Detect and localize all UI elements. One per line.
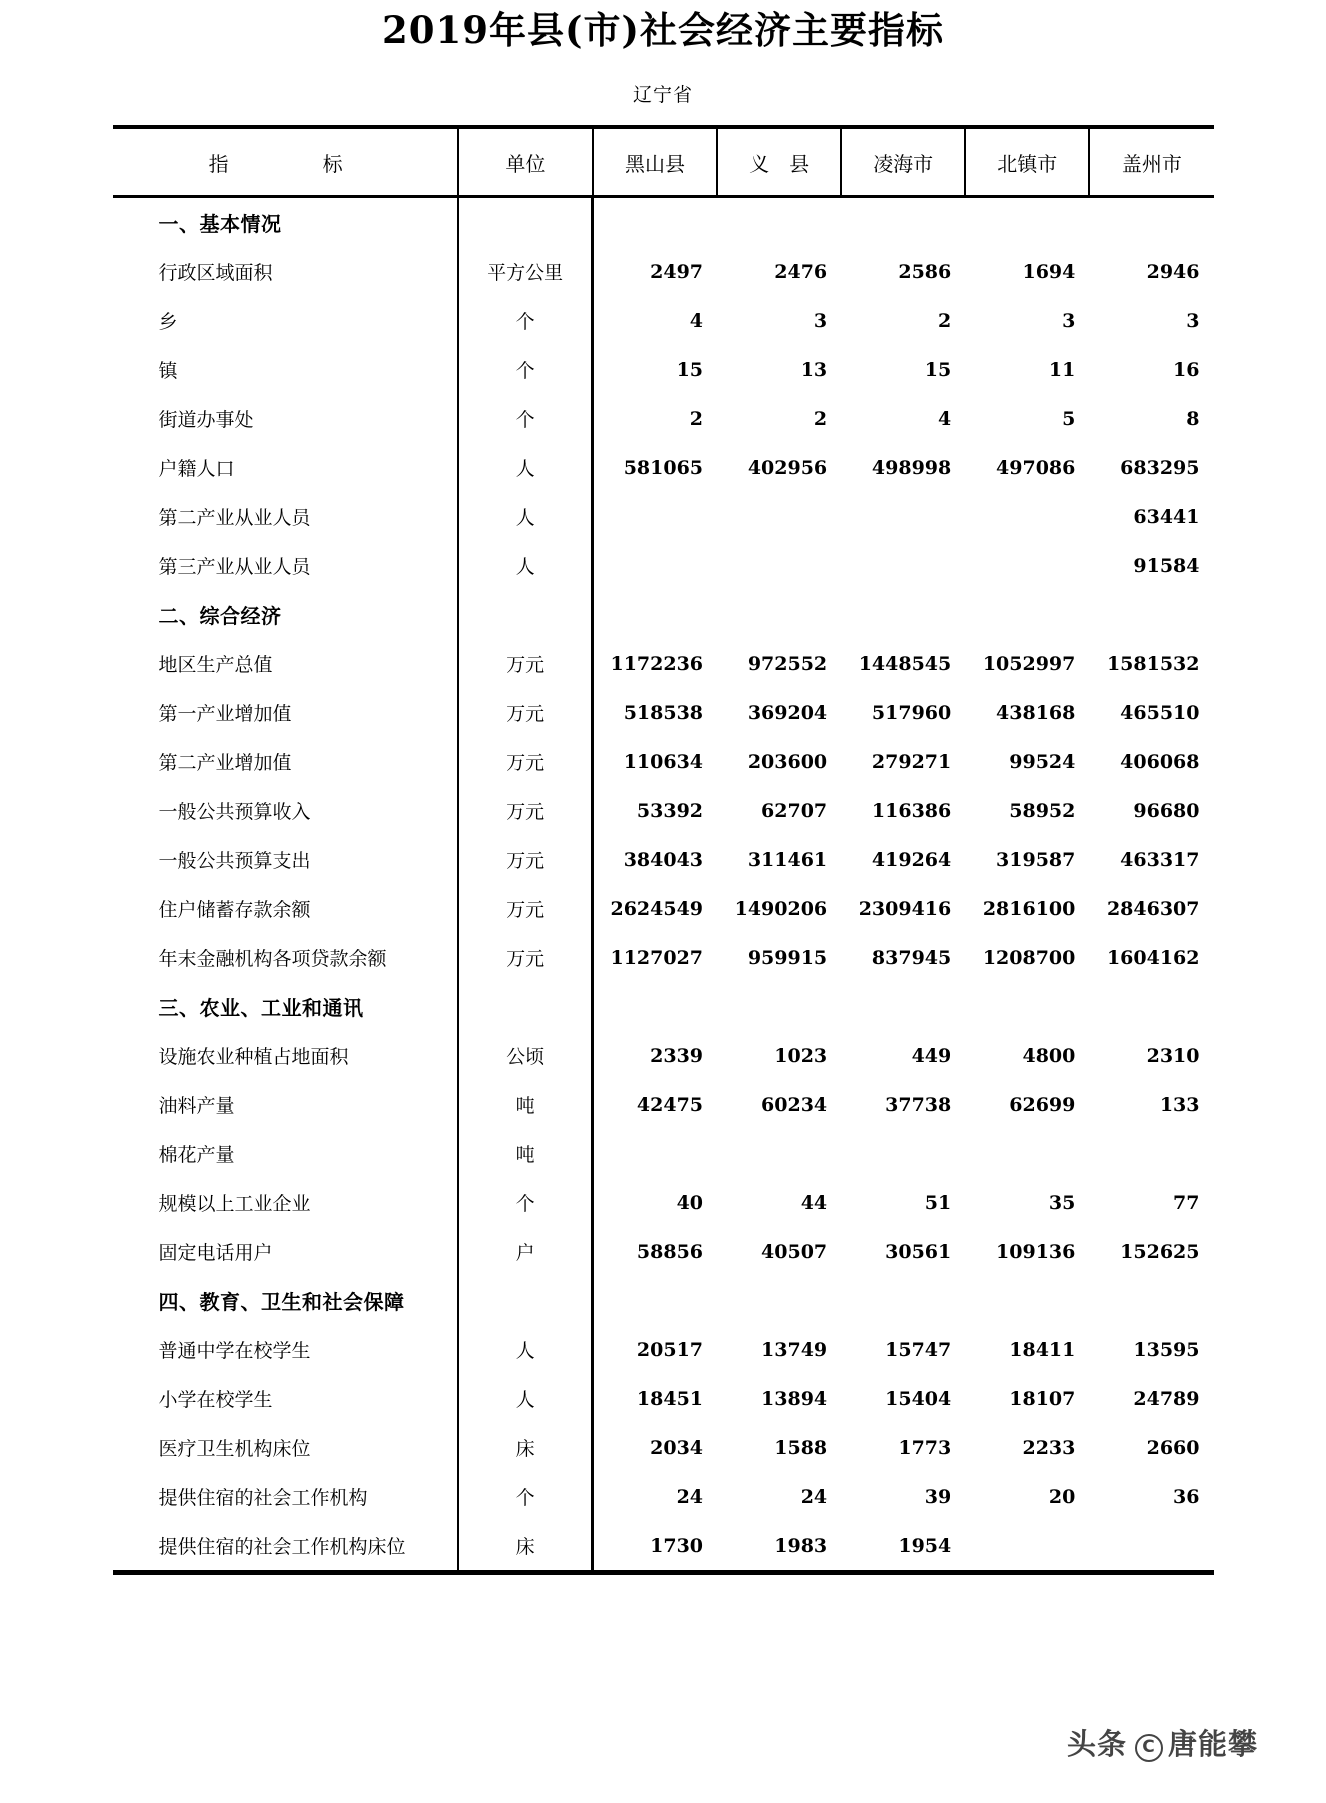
unit-cell: 个 [458, 1178, 593, 1227]
table-row [113, 1178, 1214, 1227]
value-cell: 1773 [898, 1436, 952, 1459]
value-cell: 152625 [1120, 1240, 1200, 1263]
table-section-row [113, 197, 1214, 248]
value-cell: 419264 [871, 848, 952, 871]
unit-cell: 个 [458, 1472, 593, 1521]
value-cell: 116386 [871, 799, 952, 822]
value-cell: 683295 [1120, 456, 1200, 479]
value-cell: 24 [800, 1485, 828, 1508]
column-header-region-3: 北镇市 [965, 127, 1089, 197]
value-cell: 438168 [996, 701, 1076, 724]
value-cell: 2497 [593, 247, 717, 296]
indicator-label: 街道办事处 [158, 409, 254, 432]
value-cell [593, 982, 717, 1031]
value-cell: 24 [593, 1472, 717, 1521]
table-row [113, 492, 1214, 541]
value-cell: 837945 [871, 946, 952, 969]
table-row [113, 296, 1214, 345]
value-cell: 465510 [1120, 701, 1200, 724]
value-cell: 20 [1048, 1485, 1076, 1508]
value-cell: 51 [924, 1191, 952, 1214]
value-cell: 53392 [593, 786, 717, 835]
value-cell: 1490206 [734, 897, 828, 920]
table-row [113, 1423, 1214, 1472]
value-cell [841, 1276, 965, 1325]
value-cell: 369204 [747, 701, 828, 724]
value-cell: 37738 [885, 1093, 952, 1116]
value-cell: 2034 [593, 1423, 717, 1472]
table-row [113, 786, 1214, 835]
indicator-label: 油料产量 [158, 1095, 235, 1118]
value-cell: 2233 [1022, 1436, 1076, 1459]
table-row [113, 688, 1214, 737]
value-cell: 91584 [1133, 554, 1200, 577]
value-cell: 58856 [593, 1227, 717, 1276]
value-cell [965, 1129, 1089, 1178]
value-cell: 40 [593, 1178, 717, 1227]
value-cell: 1694 [1022, 260, 1076, 283]
watermark-brand: 头条 [1066, 1727, 1127, 1761]
value-cell: 1581532 [1106, 652, 1200, 675]
section-label: 二、综合经济 [158, 604, 282, 629]
value-cell: 3 [813, 309, 828, 332]
value-cell: 15404 [885, 1387, 952, 1410]
value-cell: 1448545 [858, 652, 952, 675]
value-cell [841, 541, 965, 590]
value-cell: 2624549 [593, 884, 717, 933]
value-cell [717, 492, 841, 541]
table-bottom-rule [113, 1570, 1214, 1575]
table-section-row [113, 982, 1214, 1031]
unit-cell: 人 [458, 492, 593, 541]
value-cell: 1983 [774, 1534, 828, 1557]
value-cell [841, 982, 965, 1031]
column-header-region-0: 黑山县 [593, 127, 717, 197]
value-cell [1089, 1129, 1213, 1178]
value-cell: 402956 [747, 456, 828, 479]
copyright-icon: C [1135, 1734, 1163, 1762]
table-header [113, 127, 1214, 197]
value-cell: 15 [924, 358, 952, 381]
indicator-label: 规模以上工业企业 [158, 1193, 311, 1216]
indicator-label: 第三产业从业人员 [158, 556, 311, 579]
value-cell [965, 1521, 1089, 1570]
section-label: 四、教育、卫生和社会保障 [158, 1290, 405, 1315]
value-cell: 42475 [593, 1080, 717, 1129]
indicator-label: 普通中学在校学生 [158, 1340, 311, 1363]
value-cell: 581065 [593, 443, 717, 492]
value-cell: 518538 [593, 688, 717, 737]
value-cell: 2 [938, 309, 952, 332]
value-cell: 497086 [996, 456, 1076, 479]
value-cell [965, 541, 1089, 590]
value-cell [965, 982, 1089, 1031]
value-cell [717, 590, 841, 639]
value-cell [593, 590, 717, 639]
table-row [113, 394, 1214, 443]
indicator-label: 医疗卫生机构床位 [158, 1438, 311, 1461]
indicator-label: 户籍人口 [158, 458, 235, 481]
value-cell [1089, 590, 1213, 639]
value-cell [593, 1276, 717, 1325]
unit-cell: 吨 [458, 1129, 593, 1178]
unit-cell: 万元 [458, 688, 593, 737]
value-cell: 1604162 [1106, 946, 1200, 969]
unit-cell [458, 197, 593, 248]
value-cell: 4 [593, 296, 717, 345]
unit-cell [458, 1276, 593, 1325]
table-row [113, 884, 1214, 933]
section-label: 一、基本情况 [158, 212, 282, 237]
table-row [113, 1325, 1214, 1374]
indicator-label: 固定电话用户 [158, 1242, 273, 1265]
value-cell: 109136 [996, 1240, 1076, 1263]
column-header-region-1: 义 县 [717, 127, 841, 197]
value-cell: 18107 [1009, 1387, 1076, 1410]
value-cell: 384043 [593, 835, 717, 884]
unit-cell: 个 [458, 296, 593, 345]
value-cell: 1172236 [593, 639, 717, 688]
value-cell [717, 197, 841, 248]
value-cell: 18451 [593, 1374, 717, 1423]
value-cell [841, 197, 965, 248]
table-row [113, 835, 1214, 884]
value-cell: 449 [911, 1044, 952, 1067]
value-cell: 11 [1048, 358, 1076, 381]
value-cell [593, 541, 717, 590]
table-row [113, 737, 1214, 786]
value-cell: 35 [1048, 1191, 1076, 1214]
value-cell: 58952 [1009, 799, 1076, 822]
table-row [113, 639, 1214, 688]
watermark-handle: 唐能攀 [1167, 1727, 1258, 1761]
column-header-region-4: 盖州市 [1089, 127, 1213, 197]
table-row [113, 1080, 1214, 1129]
value-cell: 30561 [885, 1240, 952, 1263]
table-row [113, 443, 1214, 492]
value-cell [1089, 197, 1213, 248]
value-cell: 62699 [1009, 1093, 1076, 1116]
value-cell [1089, 1521, 1213, 1570]
value-cell: 3 [1062, 309, 1076, 332]
unit-cell: 万元 [458, 933, 593, 982]
unit-cell [458, 982, 593, 1031]
unit-cell: 万元 [458, 835, 593, 884]
value-cell [717, 1129, 841, 1178]
table-row [113, 1129, 1214, 1178]
value-cell [593, 1129, 717, 1178]
value-cell: 1730 [593, 1521, 717, 1570]
unit-cell: 人 [458, 1374, 593, 1423]
value-cell [717, 1276, 841, 1325]
value-cell [965, 1276, 1089, 1325]
unit-cell: 公顷 [458, 1031, 593, 1080]
value-cell: 463317 [1120, 848, 1200, 871]
value-cell: 110634 [593, 737, 717, 786]
value-cell: 2846307 [1106, 897, 1200, 920]
value-cell: 2660 [1146, 1436, 1200, 1459]
value-cell: 39 [924, 1485, 952, 1508]
value-cell: 2816100 [982, 897, 1076, 920]
unit-cell: 床 [458, 1521, 593, 1570]
value-cell [1089, 1276, 1213, 1325]
value-cell: 517960 [871, 701, 952, 724]
table-row [113, 933, 1214, 982]
value-cell: 40507 [761, 1240, 828, 1263]
value-cell: 4800 [1022, 1044, 1076, 1067]
value-cell [1089, 982, 1213, 1031]
unit-cell: 吨 [458, 1080, 593, 1129]
table-row [113, 1521, 1214, 1570]
unit-cell: 万元 [458, 639, 593, 688]
value-cell: 8 [1186, 407, 1200, 430]
table-body [113, 197, 1214, 1571]
page-title: 2019年县(市)社会经济主要指标 [382, 8, 944, 52]
indicator-label: 地区生产总值 [158, 654, 273, 677]
value-cell: 1588 [774, 1436, 828, 1459]
indicator-label: 行政区域面积 [158, 262, 273, 285]
value-cell: 2476 [774, 260, 828, 283]
unit-cell: 人 [458, 541, 593, 590]
watermark [1067, 1722, 1258, 1763]
unit-cell: 人 [458, 443, 593, 492]
table-row [113, 541, 1214, 590]
value-cell: 1127027 [593, 933, 717, 982]
table-row [113, 1374, 1214, 1423]
value-cell: 15 [593, 345, 717, 394]
value-cell: 133 [1159, 1093, 1200, 1116]
value-cell [717, 541, 841, 590]
value-cell [965, 492, 1089, 541]
unit-cell: 万元 [458, 737, 593, 786]
value-cell [965, 590, 1089, 639]
unit-cell: 万元 [458, 786, 593, 835]
value-cell: 319587 [996, 848, 1076, 871]
value-cell: 311461 [747, 848, 828, 871]
unit-cell: 个 [458, 394, 593, 443]
value-cell: 3 [1186, 309, 1200, 332]
section-label: 三、农业、工业和通讯 [158, 996, 364, 1021]
value-cell: 5 [1062, 407, 1076, 430]
table-row [113, 247, 1214, 296]
value-cell: 77 [1173, 1191, 1200, 1214]
indicator-label: 住户储蓄存款余额 [158, 899, 311, 922]
indicator-label: 提供住宿的社会工作机构 [158, 1487, 368, 1510]
indicator-label: 提供住宿的社会工作机构床位 [158, 1536, 406, 1559]
unit-cell: 万元 [458, 884, 593, 933]
column-header-region-2: 凌海市 [841, 127, 965, 197]
value-cell: 406068 [1120, 750, 1200, 773]
value-cell: 15747 [885, 1338, 952, 1361]
value-cell [841, 492, 965, 541]
unit-cell [458, 590, 593, 639]
table-row [113, 1031, 1214, 1080]
value-cell: 18411 [1009, 1338, 1076, 1361]
value-cell: 62707 [761, 799, 828, 822]
value-cell: 44 [800, 1191, 828, 1214]
page-subtitle: 辽宁省 [632, 84, 693, 107]
value-cell: 959915 [747, 946, 828, 969]
value-cell: 1954 [898, 1534, 952, 1557]
value-cell: 13894 [761, 1387, 828, 1410]
indicator-label: 第一产业增加值 [158, 703, 292, 726]
table-section-row [113, 590, 1214, 639]
unit-cell: 床 [458, 1423, 593, 1472]
value-cell [841, 590, 965, 639]
value-cell: 2339 [593, 1031, 717, 1080]
unit-cell: 个 [458, 345, 593, 394]
unit-cell: 人 [458, 1325, 593, 1374]
value-cell: 4 [938, 407, 952, 430]
value-cell: 13 [800, 358, 828, 381]
value-cell: 36 [1173, 1485, 1200, 1508]
indicator-label: 第二产业增加值 [158, 752, 292, 775]
table-row [113, 1472, 1214, 1521]
value-cell: 203600 [747, 750, 828, 773]
value-cell: 2310 [1146, 1044, 1200, 1067]
value-cell: 972552 [747, 652, 828, 675]
value-cell: 498998 [871, 456, 952, 479]
value-cell: 60234 [761, 1093, 828, 1116]
value-cell: 24789 [1133, 1387, 1200, 1410]
unit-cell: 户 [458, 1227, 593, 1276]
indicator-label: 乡 [158, 311, 178, 334]
value-cell [841, 1129, 965, 1178]
indicator-label: 棉花产量 [158, 1144, 235, 1167]
table-row [113, 345, 1214, 394]
indicator-label: 一般公共预算支出 [158, 850, 311, 873]
value-cell [965, 197, 1089, 248]
column-header-indicator: 指 标 [113, 127, 458, 197]
value-cell: 16 [1173, 358, 1200, 381]
value-cell: 13595 [1133, 1338, 1200, 1361]
value-cell: 99524 [1009, 750, 1076, 773]
value-cell: 2946 [1146, 260, 1200, 283]
table-section-row [113, 1276, 1214, 1325]
value-cell: 2586 [898, 260, 952, 283]
indicator-label: 小学在校学生 [158, 1389, 273, 1412]
value-cell: 2309416 [858, 897, 952, 920]
table-row [113, 1227, 1214, 1276]
indicator-label: 镇 [158, 360, 178, 383]
value-cell: 1052997 [982, 652, 1076, 675]
indicator-label: 年末金融机构各项贷款余额 [158, 948, 387, 971]
indicator-label: 一般公共预算收入 [158, 801, 311, 824]
value-cell: 2 [813, 407, 828, 430]
indicator-label: 第二产业从业人员 [158, 507, 311, 530]
value-cell: 1023 [774, 1044, 828, 1067]
value-cell: 13749 [761, 1338, 828, 1361]
value-cell: 96680 [1133, 799, 1200, 822]
value-cell [593, 492, 717, 541]
value-cell: 279271 [871, 750, 952, 773]
header-row [113, 127, 1214, 197]
value-cell [717, 982, 841, 1031]
unit-cell: 平方公里 [458, 247, 593, 296]
statistics-table [113, 125, 1214, 1570]
value-cell: 63441 [1133, 505, 1200, 528]
value-cell: 20517 [593, 1325, 717, 1374]
indicator-label: 设施农业种植占地面积 [158, 1046, 349, 1069]
value-cell: 1208700 [982, 946, 1076, 969]
column-header-unit: 单位 [458, 127, 593, 197]
value-cell [593, 197, 717, 248]
value-cell: 2 [593, 394, 717, 443]
